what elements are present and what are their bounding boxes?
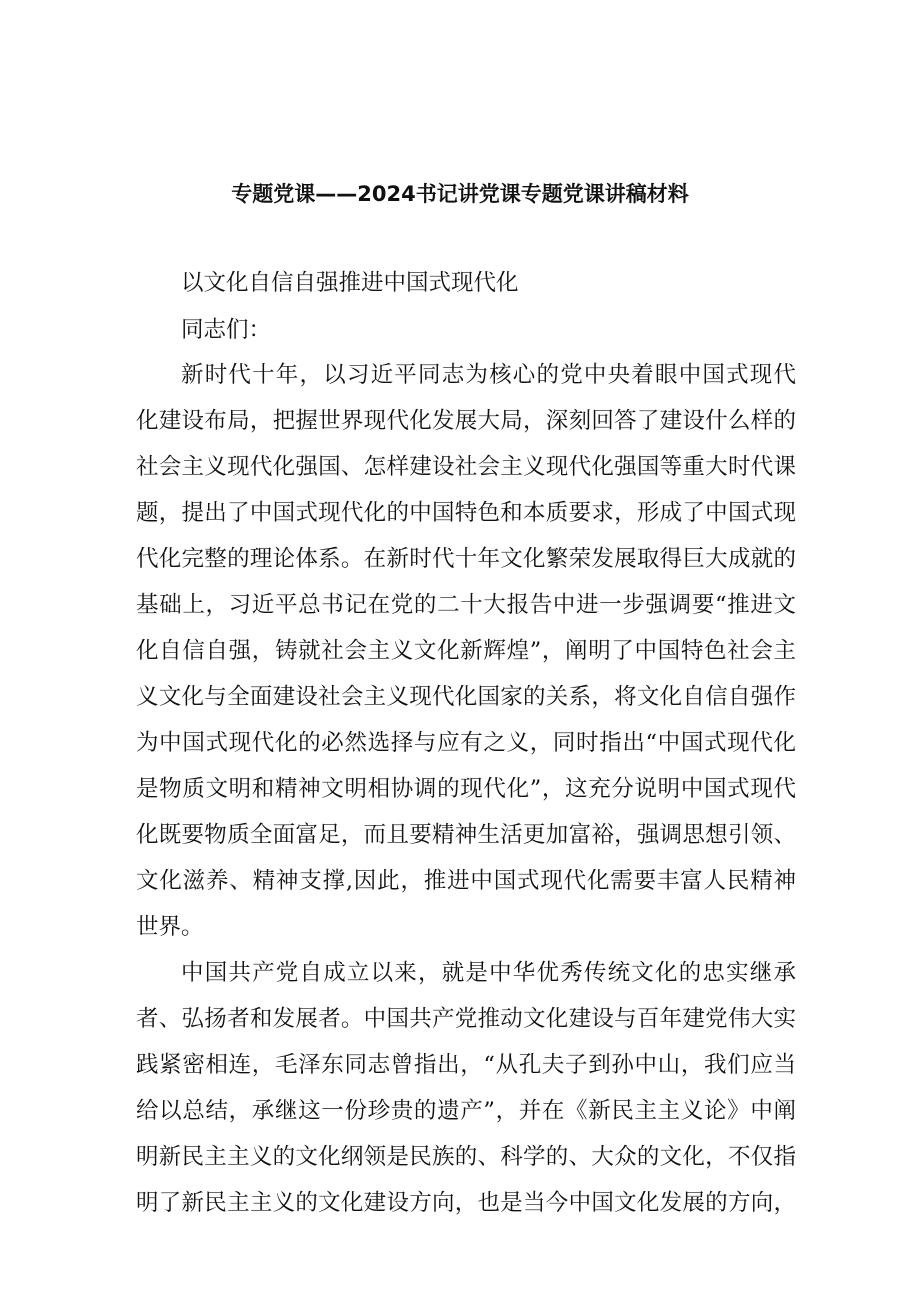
paragraph-2-line: 明了新民主主义的文化建设方向，也是当今中国文化发展的方向， xyxy=(136,1190,796,1216)
paragraph-1-line: 社会主义现代化强国、怎样建设社会主义现代化强国等重大时代课 xyxy=(136,454,796,480)
document-title: 专题党课——2024书记讲党课专题党课讲稿材料 xyxy=(231,182,689,206)
paragraph-1-line: 基础上，习近平总书记在党的二十大报告中进一步强调要“推进文 xyxy=(136,592,796,618)
paragraph-1-line: 是物质文明和精神文明相协调的现代化”，这充分说明中国式现代 xyxy=(136,776,796,802)
paragraph-1-line: 代化完整的理论体系。在新时代十年文化繁荣发展取得巨大成就的 xyxy=(136,546,796,572)
paragraph-2-line: 中国共产党自成立以来，就是中华优秀传统文化的忠实继承 xyxy=(181,960,796,986)
paragraph-1-line: 义文化与全面建设社会主义现代化国家的关系，将文化自信自强作 xyxy=(136,684,796,710)
paragraph-2-line: 给以总结，承继这一份珍贵的遗产”，并在《新民主主义论》中阐 xyxy=(136,1098,796,1124)
paragraph-2-line: 践紧密相连，毛泽东同志曾指出，“从孔夫子到孙中山，我们应当 xyxy=(136,1052,796,1078)
paragraph-2-line: 明新民主主义的文化纲领是民族的、科学的、大众的文化，不仅指 xyxy=(136,1144,796,1170)
paragraph-1-line: 化自信自强，铸就社会主义文化新辉煌”，阐明了中国特色社会主 xyxy=(136,638,796,664)
salutation: 同志们： xyxy=(181,317,272,343)
paragraph-1-line: 世界。 xyxy=(136,914,204,940)
paragraph-1-line: 化既要物质全面富足，而且要精神生活更加富裕，强调思想引领、 xyxy=(136,822,796,848)
paragraph-1-line: 为中国式现代化的必然选择与应有之义，同时指出“中国式现代化 xyxy=(136,730,796,756)
paragraph-1-line: 题，提出了中国式现代化的中国特色和本质要求，形成了中国式现 xyxy=(136,500,796,526)
paragraph-2-line: 者、弘扬者和发展者。中国共产党推动文化建设与百年建党伟大实 xyxy=(136,1006,796,1032)
paragraph-1-line: 文化滋养、精神支撑,因此，推进中国式现代化需要丰富人民精神 xyxy=(136,868,796,894)
paragraph-1-line: 新时代十年，以习近平同志为核心的党中央着眼中国式现代 xyxy=(181,362,796,388)
paragraph-1-line: 化建设布局，把握世界现代化发展大局，深刻回答了建设什么样的 xyxy=(136,408,796,434)
speech-subtitle: 以文化自信自强推进中国式现代化 xyxy=(181,270,519,296)
